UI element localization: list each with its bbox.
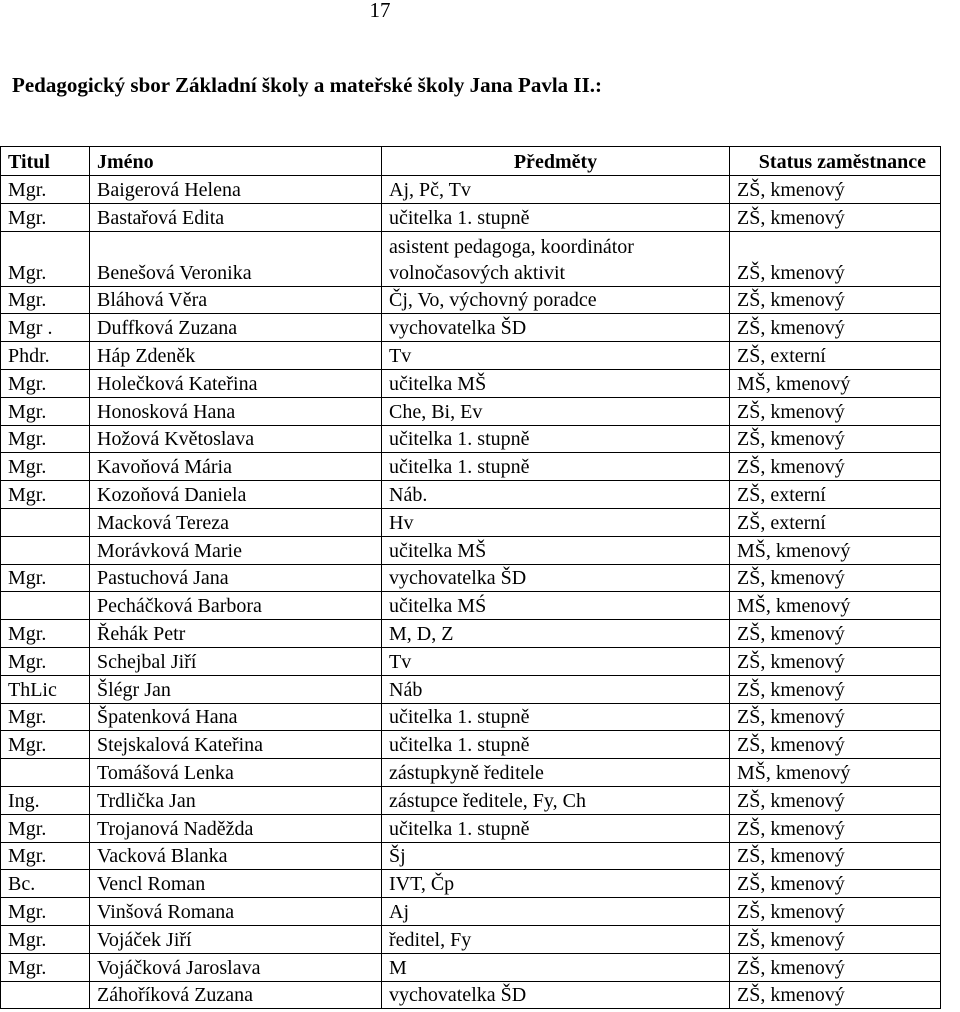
cell-titul: Mgr.	[1, 953, 90, 981]
staff-table-body	[1, 176, 941, 1009]
table-row	[1, 981, 941, 1009]
cell-titul: Mgr.	[1, 176, 90, 204]
cell-status: ZŠ, externí	[730, 508, 941, 536]
table-row	[1, 314, 941, 342]
cell-status: MŠ, kmenový	[730, 536, 941, 564]
cell-titul	[1, 536, 90, 564]
cell-jmeno: Macková Tereza	[90, 508, 382, 536]
table-row	[1, 203, 941, 231]
header-jmeno: Jméno	[90, 147, 382, 176]
cell-status: ZŠ, kmenový	[730, 286, 941, 314]
cell-jmeno: Kavoňová Mária	[90, 453, 382, 481]
cell-predmety: M, D, Z	[382, 620, 730, 648]
cell-predmety: učitelka 1. stupně	[382, 425, 730, 453]
cell-jmeno: Schejbal Jiří	[90, 647, 382, 675]
staff-table	[0, 146, 941, 1009]
cell-jmeno: Bláhová Věra	[90, 286, 382, 314]
cell-jmeno: Stejskalová Kateřina	[90, 731, 382, 759]
cell-titul: Mgr.	[1, 369, 90, 397]
cell-status: ZŠ, kmenový	[730, 981, 941, 1009]
cell-predmety: vychovatelka ŠD	[382, 981, 730, 1009]
table-row	[1, 508, 941, 536]
cell-jmeno: Baigerová Helena	[90, 176, 382, 204]
cell-titul: ThLic	[1, 675, 90, 703]
cell-titul: Mgr.	[1, 731, 90, 759]
cell-predmety: Náb.	[382, 481, 730, 509]
cell-jmeno: Řehák Petr	[90, 620, 382, 648]
cell-predmety: M	[382, 953, 730, 981]
cell-jmeno: Vojáčková Jaroslava	[90, 953, 382, 981]
cell-titul: Phdr.	[1, 342, 90, 370]
cell-status: MŠ, kmenový	[730, 759, 941, 787]
table-row	[1, 675, 941, 703]
cell-titul: Mgr.	[1, 925, 90, 953]
header-status: Status zaměstnance	[730, 147, 941, 176]
cell-jmeno: Vojáček Jiří	[90, 925, 382, 953]
cell-status: ZŠ, kmenový	[730, 842, 941, 870]
cell-status: ZŠ, kmenový	[730, 453, 941, 481]
table-row	[1, 564, 941, 592]
table-row	[1, 592, 941, 620]
cell-predmety: Aj, Pč, Tv	[382, 176, 730, 204]
cell-status: ZŠ, kmenový	[730, 814, 941, 842]
cell-status: MŠ, kmenový	[730, 592, 941, 620]
cell-predmety: Tv	[382, 647, 730, 675]
table-row	[1, 898, 941, 926]
cell-jmeno: Bastařová Edita	[90, 203, 382, 231]
cell-jmeno: Vencl Roman	[90, 870, 382, 898]
cell-status: ZŠ, kmenový	[730, 898, 941, 926]
table-row	[1, 814, 941, 842]
cell-jmeno: Kozoňová Daniela	[90, 481, 382, 509]
cell-status: ZŠ, kmenový	[730, 203, 941, 231]
cell-titul: Mgr.	[1, 703, 90, 731]
cell-titul: Mgr.	[1, 842, 90, 870]
table-row	[1, 342, 941, 370]
cell-predmety: Hv	[382, 508, 730, 536]
cell-titul: Mgr.	[1, 620, 90, 648]
cell-status: ZŠ, kmenový	[730, 176, 941, 204]
cell-status: ZŠ, kmenový	[730, 953, 941, 981]
cell-jmeno: Morávková Marie	[90, 536, 382, 564]
table-row	[1, 369, 941, 397]
cell-jmeno: Vacková Blanka	[90, 842, 382, 870]
cell-predmety: Che, Bi, Ev	[382, 397, 730, 425]
table-row	[1, 231, 941, 286]
cell-predmety: asistent pedagoga, koordinátor volnočasových aktivit	[382, 231, 730, 286]
table-row	[1, 647, 941, 675]
cell-predmety: vychovatelka ŠD	[382, 314, 730, 342]
cell-predmety: Náb	[382, 675, 730, 703]
table-row	[1, 397, 941, 425]
cell-titul	[1, 508, 90, 536]
cell-status: ZŠ, kmenový	[730, 703, 941, 731]
cell-titul: Mgr.	[1, 425, 90, 453]
cell-jmeno: Holečková Kateřina	[90, 369, 382, 397]
cell-titul	[1, 759, 90, 787]
cell-jmeno: Záhoříková Zuzana	[90, 981, 382, 1009]
cell-predmety: zástupce ředitele, Fy, Ch	[382, 786, 730, 814]
cell-predmety: zástupkyně ředitele	[382, 759, 730, 787]
cell-status: ZŠ, kmenový	[730, 870, 941, 898]
cell-titul: Mgr.	[1, 397, 90, 425]
cell-status: ZŠ, kmenový	[730, 620, 941, 648]
table-row	[1, 620, 941, 648]
table-row	[1, 953, 941, 981]
table-header-row	[1, 147, 941, 176]
cell-titul: Mgr.	[1, 814, 90, 842]
cell-status: ZŠ, kmenový	[730, 425, 941, 453]
cell-jmeno: Trojanová Naděžda	[90, 814, 382, 842]
cell-status: MŠ, kmenový	[730, 369, 941, 397]
cell-titul: Mgr.	[1, 203, 90, 231]
cell-titul: Ing.	[1, 786, 90, 814]
cell-status: ZŠ, kmenový	[730, 397, 941, 425]
cell-status: ZŠ, externí	[730, 342, 941, 370]
cell-jmeno: Trdlička Jan	[90, 786, 382, 814]
cell-predmety: vychovatelka ŠD	[382, 564, 730, 592]
cell-titul: Mgr .	[1, 314, 90, 342]
cell-jmeno: Pecháčková Barbora	[90, 592, 382, 620]
table-row	[1, 786, 941, 814]
header-predmety: Předměty	[382, 147, 730, 176]
table-row	[1, 536, 941, 564]
table-row	[1, 425, 941, 453]
cell-jmeno: Hožová Květoslava	[90, 425, 382, 453]
table-row	[1, 759, 941, 787]
table-row	[1, 286, 941, 314]
cell-jmeno: Duffková Zuzana	[90, 314, 382, 342]
cell-predmety: učitelka 1. stupně	[382, 203, 730, 231]
cell-titul: Mgr.	[1, 286, 90, 314]
cell-status: ZŠ, externí	[730, 481, 941, 509]
cell-jmeno: Honosková Hana	[90, 397, 382, 425]
cell-status: ZŠ, kmenový	[730, 731, 941, 759]
cell-status: ZŠ, kmenový	[730, 675, 941, 703]
header-titul: Titul	[1, 147, 90, 176]
cell-titul: Mgr.	[1, 898, 90, 926]
cell-predmety: Tv	[382, 342, 730, 370]
cell-titul: Mgr.	[1, 453, 90, 481]
table-row	[1, 481, 941, 509]
cell-predmety: ředitel, Fy	[382, 925, 730, 953]
cell-predmety: Čj, Vo, výchovný poradce	[382, 286, 730, 314]
table-row	[1, 842, 941, 870]
page-title: Pedagogický sbor Základní školy a mateřské školy Jana Pavla II.:	[12, 73, 603, 97]
table-row	[1, 925, 941, 953]
table-row	[1, 453, 941, 481]
cell-titul: Mgr.	[1, 564, 90, 592]
cell-jmeno: Špatenková Hana	[90, 703, 382, 731]
cell-status: ZŠ, kmenový	[730, 314, 941, 342]
cell-predmety: učitelka MŠ	[382, 536, 730, 564]
cell-jmeno: Vinšová Romana	[90, 898, 382, 926]
cell-predmety: IVT, Čp	[382, 870, 730, 898]
cell-status: ZŠ, kmenový	[730, 231, 941, 286]
cell-status: ZŠ, kmenový	[730, 647, 941, 675]
cell-predmety: učitelka MŠ	[382, 369, 730, 397]
cell-predmety: učitelka MŚ	[382, 592, 730, 620]
cell-status: ZŠ, kmenový	[730, 786, 941, 814]
cell-jmeno: Pastuchová Jana	[90, 564, 382, 592]
cell-status: ZŠ, kmenový	[730, 564, 941, 592]
cell-predmety: Aj	[382, 898, 730, 926]
cell-titul: Mgr.	[1, 647, 90, 675]
cell-predmety: učitelka 1. stupně	[382, 814, 730, 842]
cell-titul: Mgr.	[1, 481, 90, 509]
cell-jmeno: Šlégr Jan	[90, 675, 382, 703]
page-number: 17	[369, 0, 391, 22]
cell-predmety: učitelka 1. stupně	[382, 703, 730, 731]
cell-titul	[1, 592, 90, 620]
table-row	[1, 176, 941, 204]
cell-predmety: učitelka 1. stupně	[382, 731, 730, 759]
cell-jmeno: Tomášová Lenka	[90, 759, 382, 787]
cell-jmeno: Benešová Veronika	[90, 231, 382, 286]
cell-jmeno: Háp Zdeněk	[90, 342, 382, 370]
table-row	[1, 703, 941, 731]
cell-titul: Bc.	[1, 870, 90, 898]
cell-titul: Mgr.	[1, 231, 90, 286]
cell-predmety: Šj	[382, 842, 730, 870]
cell-predmety: učitelka 1. stupně	[382, 453, 730, 481]
table-row	[1, 731, 941, 759]
cell-status: ZŠ, kmenový	[730, 925, 941, 953]
cell-titul	[1, 981, 90, 1009]
table-row	[1, 870, 941, 898]
